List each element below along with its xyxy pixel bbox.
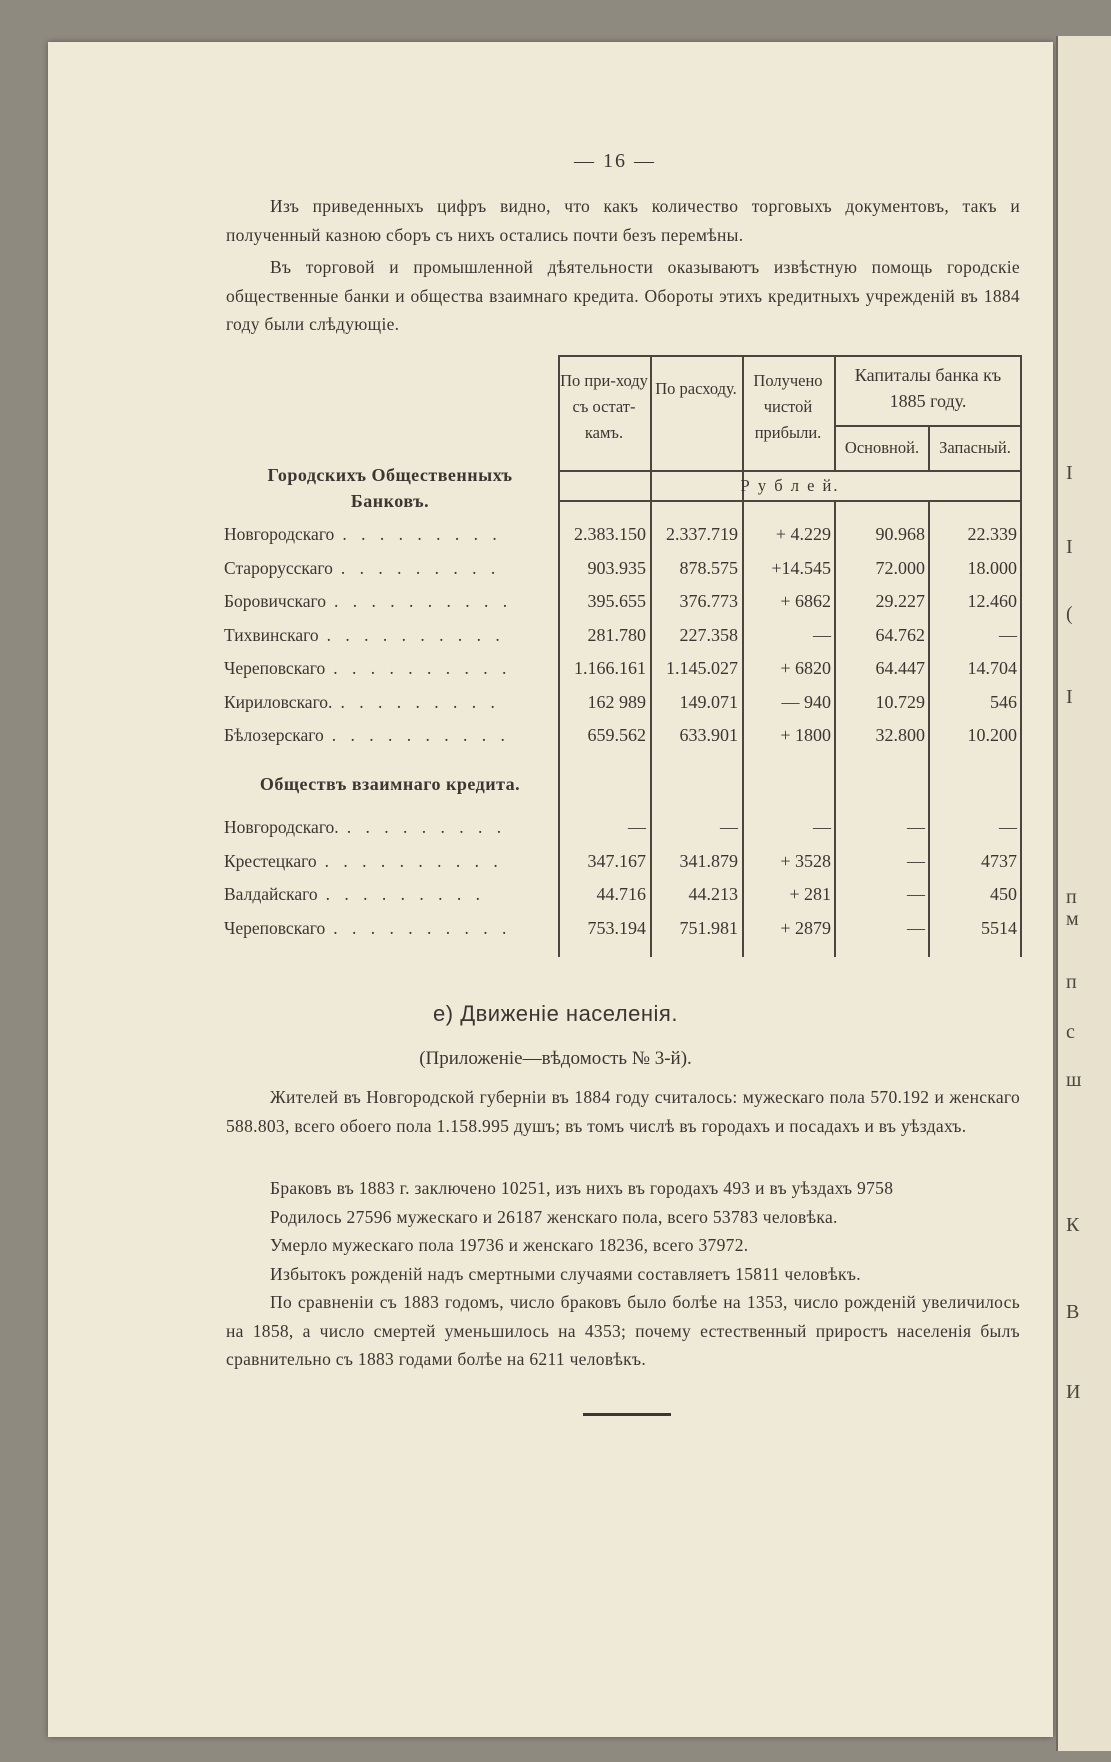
deaths-line: Умерло мужескаго пола 19736 и женскаго 18236, всего 37972. (270, 1235, 749, 1255)
col-header-income: По при-ходу съ остат-камъ. (560, 371, 648, 442)
table-cell-c1: 162 989 (587, 691, 646, 712)
table-cell-c3: + 1800 (780, 725, 831, 745)
table-cell-c3: + 2879 (780, 917, 831, 938)
adjacent-page-fragment: В (1066, 1301, 1080, 1323)
table-cell-c1: 1.166.161 (574, 658, 646, 678)
table-cell-c4: 64.762 (875, 624, 925, 645)
table-cell-c2: 376.773 (679, 591, 738, 611)
unit-label: Р у б л е й. (740, 476, 840, 495)
table-cell-c1: — (628, 817, 646, 837)
table-cell-c3: + 4.229 (775, 524, 831, 544)
row-name: Валдайскаго (224, 884, 318, 904)
row-leader-dots: . . . . . . . . . (340, 691, 500, 712)
table-cell-c2: 751.981 (679, 917, 738, 938)
row-leader-dots: . . . . . . . . . (325, 884, 486, 904)
row-name: Кириловскаго. (224, 691, 333, 712)
table-cell-c5: 18.000 (967, 557, 1017, 578)
row-label (224, 625, 505, 646)
marriages-line: Браковъ въ 1883 г. заключено 10251, изъ нихъ въ городахъ 493 и въ уѣздахъ 9758 (270, 1178, 894, 1198)
adjacent-page-fragment: с (1066, 1021, 1075, 1043)
row-leader-dots: . . . . . . . . . . (333, 917, 512, 938)
births-line: Родилось 27596 мужескаго и 26187 женскаго пола, всего 53783 человѣка. (270, 1206, 838, 1227)
section-city-banks: Городскихъ Общественныхъ Банковъ. (267, 465, 513, 511)
col-header-basic: Основной. (844, 438, 920, 457)
col-header-expense: По расходу. (655, 379, 737, 398)
table-cell-c3: + 6862 (780, 591, 831, 611)
table-cell-c4: 32.800 (875, 725, 925, 745)
table-cell-c1: 44.716 (596, 884, 646, 904)
table-cell-c1: 903.935 (587, 557, 646, 578)
row-name: Новгородскаго (224, 524, 335, 544)
table-cell-c4: 64.447 (875, 658, 925, 678)
table-cell-c4: 10.729 (875, 691, 925, 712)
adjacent-page-fragment: I (1066, 536, 1073, 558)
intro-paragraph-2: Въ торговой и промышленной дѣятельности оказываютъ извѣстную помощь городскіе общественные банки и общества взаимнаго кредита. Обороты этихъ кредитныхъ учрежденій въ 1884 году были слѣдующіе. (226, 257, 1020, 334)
table-cell-c4: 29.227 (875, 591, 925, 611)
table-cell-c4: 72.000 (875, 557, 925, 578)
table-cell-c2: 878.575 (679, 557, 738, 578)
table-cell-c3: — (813, 817, 831, 837)
table-cell-c3: +14.545 (771, 557, 831, 578)
population-text (226, 1083, 1020, 1140)
table-cell-c2: 633.901 (679, 725, 738, 745)
table-cell-c5: 14.704 (967, 658, 1017, 678)
table-cell-c2: 341.879 (679, 850, 738, 871)
row-name: Крестецкаго (224, 850, 317, 871)
row-name: Старорусскаго (224, 557, 333, 578)
table-cell-c4: — (907, 850, 925, 871)
table-cell-c5: 4737 (981, 850, 1017, 871)
row-leader-dots: . . . . . . . . . . (331, 725, 510, 745)
row-leader-dots: . . . . . . . . . (346, 817, 507, 837)
section-mutual-credit: Обществъ взаимнаго кредита. (259, 774, 521, 794)
table-cell-c1: 2.383.150 (574, 524, 646, 544)
comparison-paragraph: По сравненіи съ 1883 годомъ, число браковъ было болѣе на 1353, число рожденій увеличилось на 1858, а число смертей уменьшилось на 4353; почему естественный приростъ населенія былъ сравнительно съ 1883 годами болѣе на 6211 человѣкъ. (226, 1292, 1020, 1369)
row-name: Новгородскаго. (224, 817, 339, 837)
table-cell-c3: + 3528 (780, 850, 831, 871)
table-cell-c1: 347.167 (587, 850, 646, 871)
table-cell-c5: 5514 (981, 917, 1017, 938)
row-leader-dots: . . . . . . . . . (340, 557, 501, 578)
adjacent-page-fragment: м (1066, 908, 1079, 930)
intro-paragraph-1: Изъ приведенныхъ цифръ видно, что какъ количество торговыхъ документовъ, такъ и полученный казною сборъ съ нихъ остались почти безъ перемѣны. (226, 196, 1020, 245)
table-cell-c3: + 6820 (780, 658, 831, 678)
col-header-capitals: Капиталы банка къ 1885 году. (854, 365, 1002, 411)
adjacent-page-edge (1056, 36, 1111, 1751)
table-cell-c1: 281.780 (587, 624, 646, 645)
table-cell-c1: 753.194 (587, 917, 646, 938)
table-cell-c2: 2.337.719 (666, 524, 738, 544)
end-rule (583, 1413, 671, 1416)
col-header-profit: Получено чистой прибыли. (753, 371, 823, 442)
table-cell-c5: 450 (990, 884, 1017, 904)
row-leader-dots: . . . . . . . . . . (334, 591, 513, 611)
table-cell-c5: 10.200 (967, 725, 1017, 745)
table-cell-c5: 22.339 (967, 524, 1017, 544)
row-label (224, 725, 510, 746)
col-header-reserve: Запасный. (939, 438, 1011, 457)
table-cell-c1: 659.562 (587, 725, 646, 745)
row-leader-dots: . . . . . . . . . (342, 524, 502, 544)
table-cell-c4: 90.968 (875, 524, 925, 544)
section-heading: е) Движеніе населенія. (433, 1001, 678, 1026)
row-name: Череповскаго (224, 917, 326, 938)
adjacent-page-fragment: I (1066, 462, 1073, 484)
table-cell-c4: — (907, 817, 925, 837)
row-leader-dots: . . . . . . . . . . (324, 850, 503, 871)
row-leader-dots: . . . . . . . . . . (326, 624, 505, 645)
table-cell-c1: 395.655 (587, 591, 646, 611)
adjacent-page-fragment: п (1066, 971, 1077, 993)
adjacent-page-fragment: ( (1066, 603, 1073, 625)
adjacent-page-fragment: п (1066, 886, 1077, 908)
row-label (224, 851, 503, 872)
table-cell-c5: — (999, 817, 1017, 837)
row-name: Тихвинскаго (224, 624, 319, 645)
row-label (224, 692, 500, 713)
table-cell-c5: — (999, 624, 1017, 645)
adjacent-page-fragment: К (1066, 1214, 1080, 1236)
table-cell-c2: 1.145.027 (666, 658, 738, 678)
page-number: — 16 — (574, 150, 656, 172)
intro-text (226, 192, 1020, 339)
row-label (224, 658, 511, 679)
adjacent-page-fragment: И (1066, 1381, 1081, 1403)
row-label (224, 918, 511, 939)
row-name: Череповскаго (224, 658, 326, 678)
row-name: Боровичскаго (224, 591, 326, 611)
row-leader-dots: . . . . . . . . . . (333, 658, 512, 678)
row-label (224, 817, 506, 838)
adjacent-page-fragment: I (1066, 686, 1073, 708)
adjacent-page-fragment: ш (1066, 1069, 1082, 1091)
row-label (224, 884, 485, 905)
row-label (224, 591, 512, 612)
table-cell-c2: 44.213 (688, 884, 738, 904)
table-cell-c3: + 281 (789, 884, 831, 904)
section-subheading: (Приложеніе—вѣдомость № 3-й). (419, 1048, 692, 1069)
table-cell-c3: — (813, 624, 831, 645)
population-paragraph: Жителей въ Новгородской губерніи въ 1884 году считалось: мужескаго пола 570.192 и женскаго 588.803, всего обоего пола 1.158.995 душъ; въ томъ числѣ въ городахъ и посадахъ и въ уѣздахъ. (226, 1087, 1020, 1136)
table-cell-c4: — (907, 884, 925, 904)
table-cell-c2: 149.071 (679, 691, 738, 712)
row-name: Бѣлозерскаго (224, 725, 324, 745)
row-label (224, 558, 500, 579)
surplus-line: Избытокъ рожденій надъ смертными случаями составляетъ 15811 человѣкъ. (270, 1263, 861, 1284)
table-cell-c2: 227.358 (679, 624, 738, 645)
table-cell-c2: — (720, 817, 738, 837)
table-cell-c3: — 940 (781, 691, 831, 712)
row-label (224, 524, 502, 545)
table-cell-c5: 546 (990, 691, 1017, 712)
population-stats (226, 1174, 1020, 1374)
table-cell-c5: 12.460 (967, 591, 1017, 611)
table-cell-c4: — (907, 917, 925, 938)
